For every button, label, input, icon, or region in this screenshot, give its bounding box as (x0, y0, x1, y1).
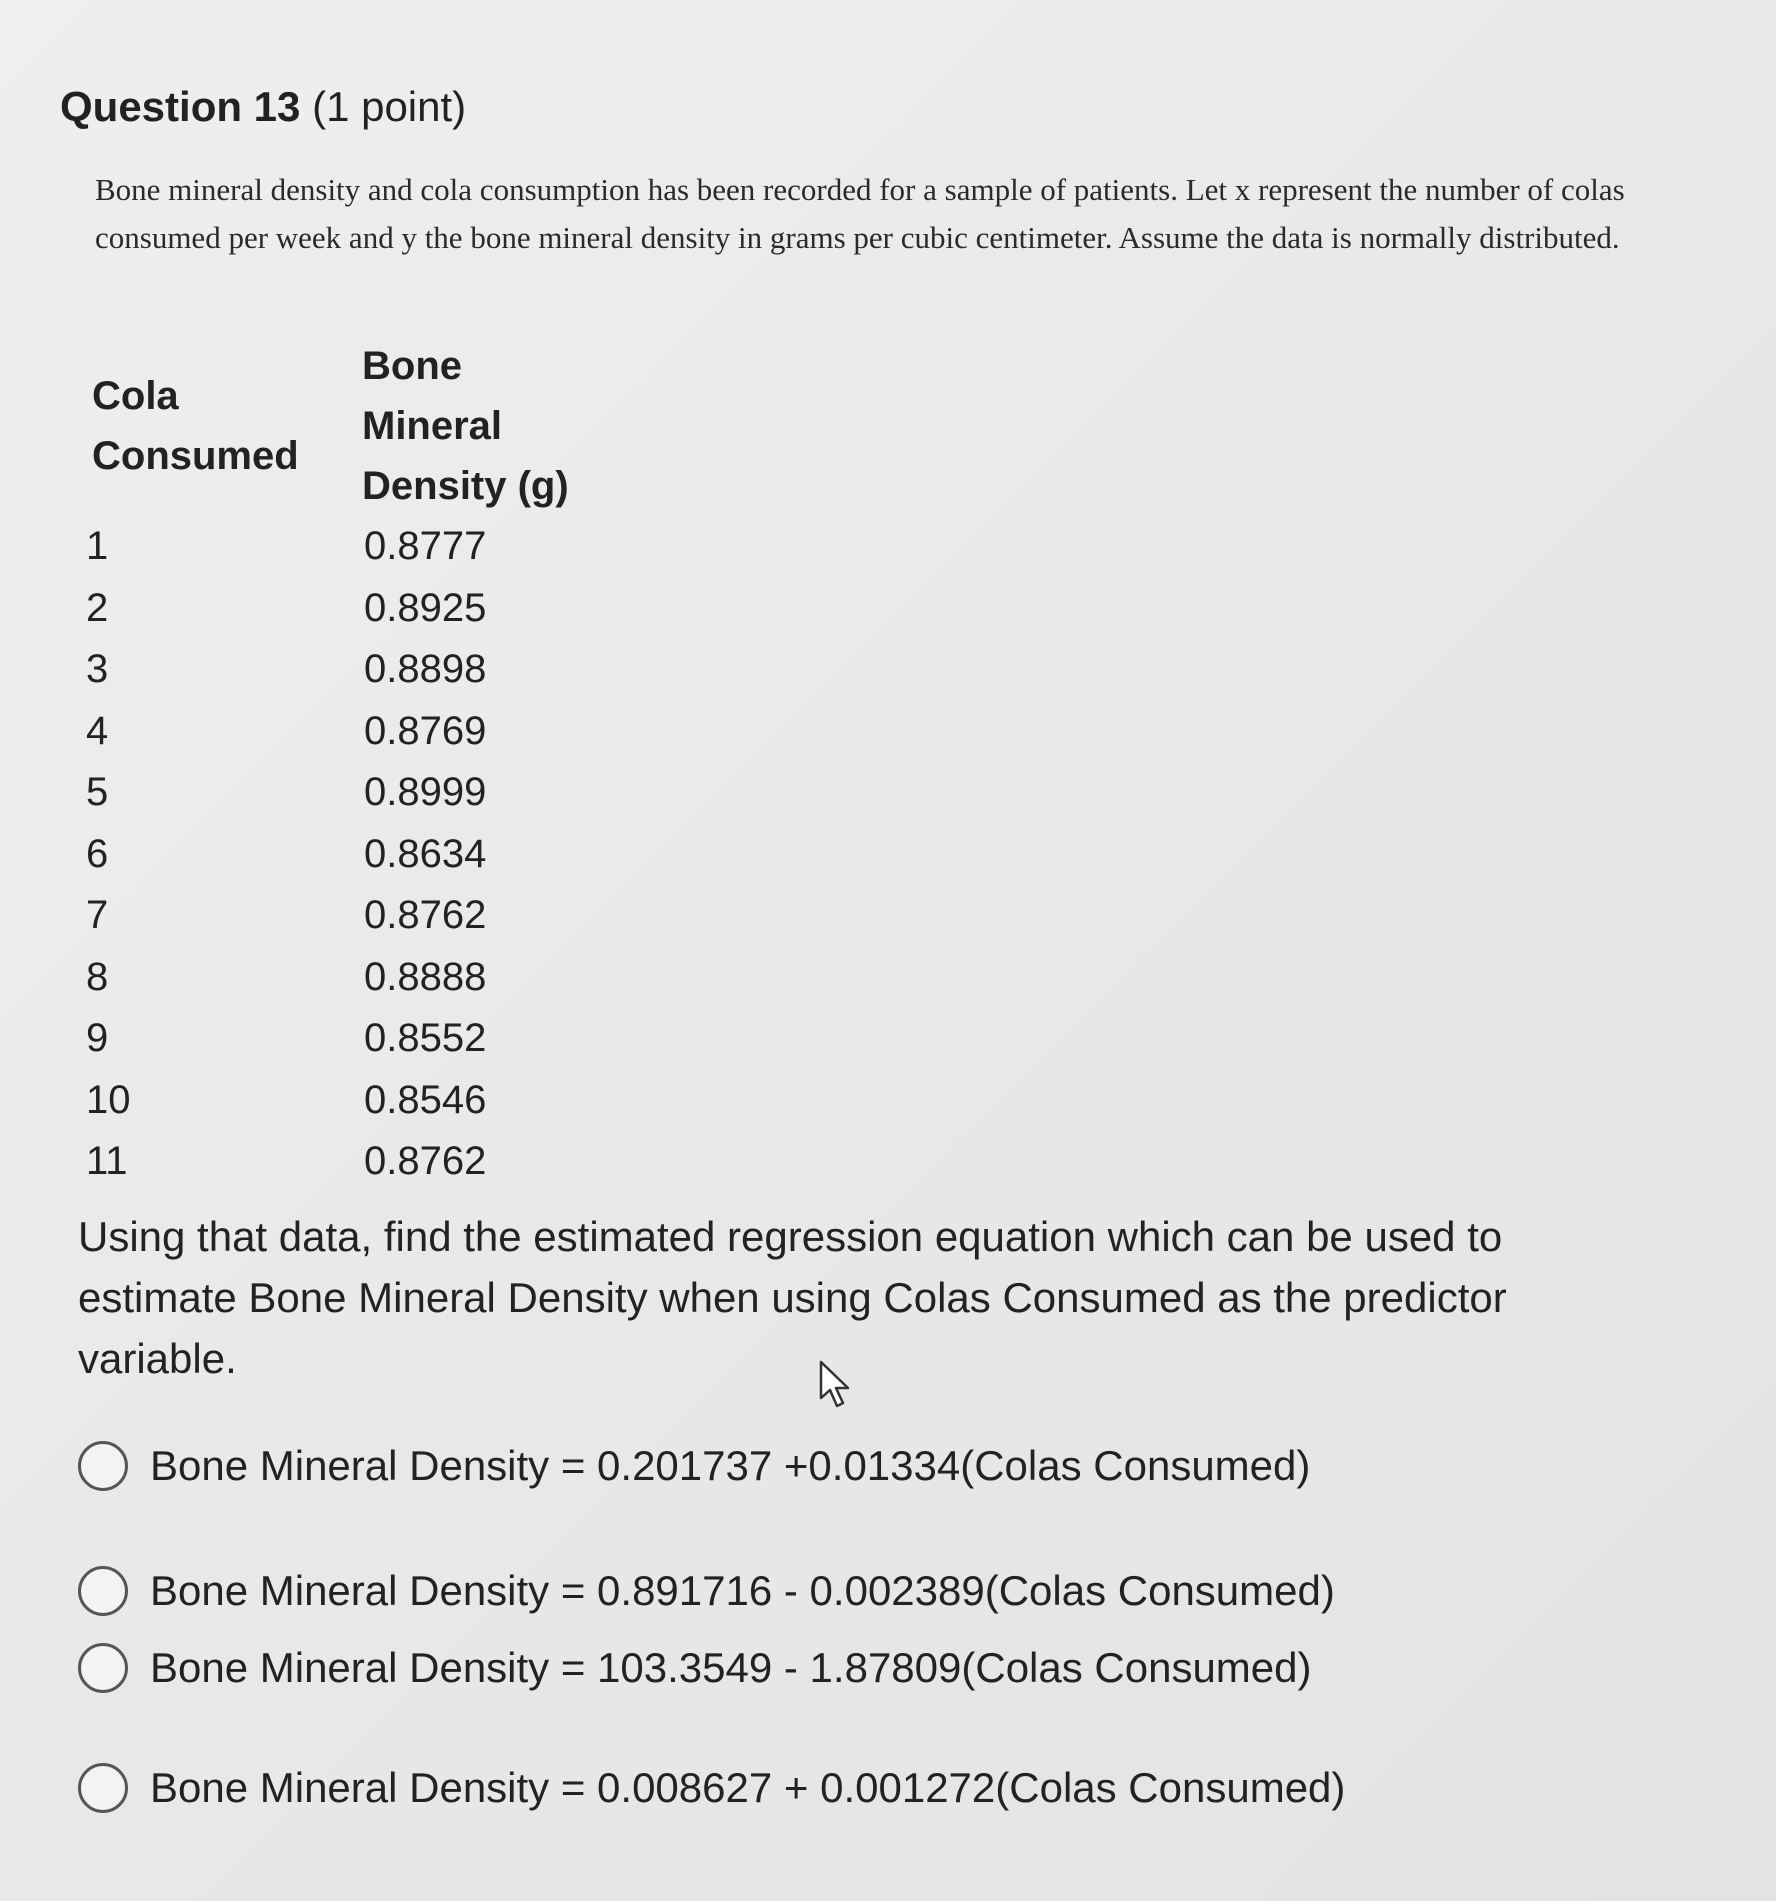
header-density-line1: Bone (362, 344, 462, 388)
cola-cell: 3 (86, 647, 109, 691)
question-instruction: Using that data, find the estimated regression equation which can be used to estimate Bone Mineral Density when using Colas Consumed as the predictor variable. (78, 1213, 1507, 1382)
density-cell: 0.8898 (364, 647, 487, 691)
density-cell: 0.8546 (364, 1077, 487, 1122)
answer-option-1[interactable] (78, 1440, 1310, 1492)
table-row (78, 762, 622, 824)
table-row (78, 516, 622, 578)
density-cell: 0.8925 (364, 585, 487, 630)
radio-button-3[interactable] (78, 1643, 128, 1693)
table-row (78, 639, 622, 701)
cola-cell: 8 (86, 954, 109, 999)
header-cola-line2: Consumed (92, 434, 299, 478)
mouse-cursor-icon (818, 1360, 854, 1410)
header-bone-mineral-density (362, 336, 622, 516)
density-cell: 0.8552 (364, 1016, 487, 1060)
answer-option-label: Bone Mineral Density = 0.201737 +0.01334(Colas Consumed) (150, 1442, 1311, 1489)
table-row (78, 824, 622, 886)
data-table (78, 336, 622, 1193)
header-cola-line1: Cola (92, 374, 179, 418)
answer-option-4[interactable] (78, 1762, 1345, 1814)
density-cell: 0.8888 (364, 954, 487, 999)
header-density-line2: Mineral (362, 404, 503, 448)
header-density-line3: Density (g) (362, 464, 569, 508)
density-cell: 0.8777 (364, 524, 487, 568)
question-number: Question 13 (60, 83, 301, 130)
table-row (78, 947, 622, 1009)
table-row (78, 701, 622, 763)
table-row (78, 1131, 622, 1193)
cola-cell: 4 (86, 708, 109, 753)
cola-cell: 10 (86, 1077, 131, 1122)
answer-option-label: Bone Mineral Density = 103.3549 - 1.87809(Colas Consumed) (150, 1644, 1312, 1691)
radio-button-2[interactable] (78, 1566, 128, 1616)
cola-cell: 2 (86, 585, 109, 630)
cola-cell: 9 (86, 1016, 109, 1060)
answer-option-3[interactable] (78, 1642, 1312, 1694)
answer-option-label: Bone Mineral Density = 0.008627 + 0.001272(Colas Consumed) (150, 1764, 1346, 1811)
density-cell: 0.8634 (364, 831, 487, 876)
answer-option-2[interactable] (78, 1565, 1335, 1617)
cola-cell: 7 (86, 893, 109, 937)
cola-cell: 11 (86, 1139, 128, 1183)
cola-cell: 6 (86, 831, 109, 876)
question-points: (1 point) (312, 83, 467, 130)
question-title (60, 82, 466, 132)
answer-option-label: Bone Mineral Density = 0.891716 - 0.002389(Colas Consumed) (150, 1567, 1335, 1614)
cola-cell: 5 (86, 770, 109, 814)
density-cell: 0.8999 (364, 770, 487, 814)
density-cell: 0.8762 (364, 893, 487, 937)
table-row (78, 578, 622, 640)
table-row (78, 1008, 622, 1070)
table-row (78, 1070, 622, 1132)
radio-button-1[interactable] (78, 1441, 128, 1491)
density-cell: 0.8762 (364, 1139, 487, 1183)
question-prompt: Bone mineral density and cola consumption has been recorded for a sample of patients. Let x represent the number of colas consumed per week and y the bone mineral density in grams per cubic centimeter. Assume the data is normally distributed. (95, 172, 1625, 255)
radio-button-4[interactable] (78, 1763, 128, 1813)
table-header-row (78, 336, 622, 516)
cola-cell: 1 (86, 524, 109, 568)
table-row (78, 885, 622, 947)
header-cola-consumed (78, 336, 362, 516)
density-cell: 0.8769 (364, 708, 487, 753)
